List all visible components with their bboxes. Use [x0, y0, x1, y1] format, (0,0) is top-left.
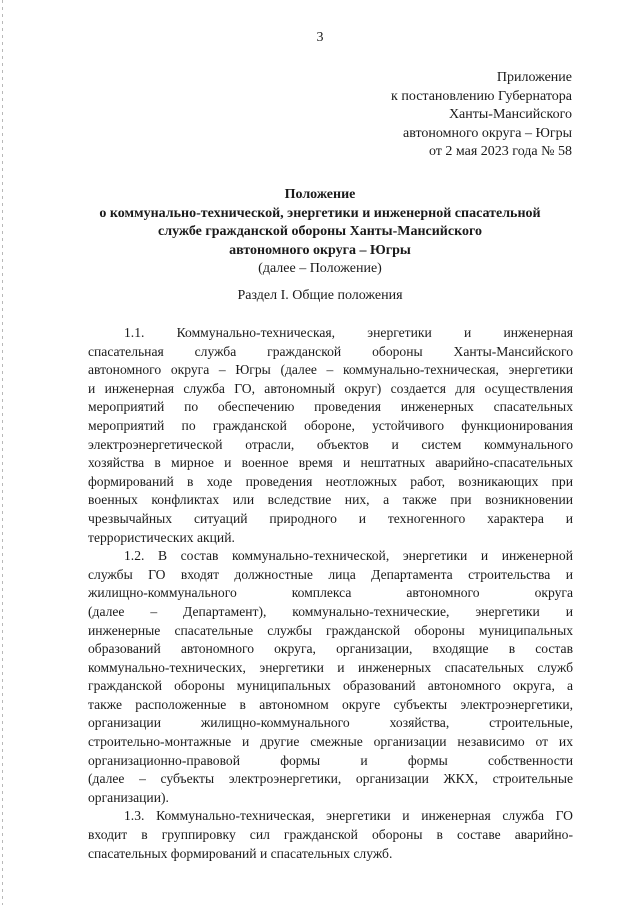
paragraph-line: входит в группировку сил гражданской обороны в составе аварийно-: [88, 827, 573, 843]
title-note: (далее – Положение): [258, 261, 382, 276]
paragraph-line: спасательная служба гражданской обороны Ханты-Мансийского: [88, 343, 573, 359]
title-line: о коммунально-технической, энергетики и инженерной спасательной: [99, 205, 541, 221]
title-line: автономного округа – Югры: [229, 242, 411, 258]
document-title: [70, 186, 570, 279]
paragraph-line: автономного округа – Югры (далее – коммунально-техническая, энергетики: [88, 362, 573, 378]
paragraph-line: военных конфликтах или вследствие них, а также при возникновении: [88, 492, 573, 508]
attachment-line: Ханты-Мансийского: [448, 107, 572, 122]
paragraph-line: коммунально-технических, энергетики и инженерных спасательных служб: [88, 659, 573, 675]
paragraph-line: службы ГО входят должностные лица Департамента строительства и: [88, 566, 573, 582]
attachment-line: к постановлению Губернатора: [391, 88, 572, 104]
attachment-line: автономного округа – Югры: [403, 125, 572, 141]
paragraph-line: образований автономного округа, организации, входящие в состав: [88, 641, 573, 657]
section-title: Раздел I. Общие положения: [237, 288, 403, 303]
document-body: [88, 324, 573, 863]
attachment-line: Приложение: [496, 70, 572, 85]
paragraph-line: чрезвычайных ситуаций природного и техногенного характера и: [88, 510, 573, 526]
paragraph-line: (далее – Департамент), коммунально-технические, энергетики и: [88, 603, 573, 619]
paragraph-line: жилищно-коммунального комплекса автономного округа: [88, 585, 573, 601]
attachment-header: [391, 69, 572, 162]
paragraph-line: формирований в ходе проведения неотложных работ, возникающих при: [88, 473, 573, 489]
paragraph-line: мероприятий по обеспечению проведения инженерных спасательных: [88, 399, 573, 415]
title-line: Положение: [284, 187, 356, 202]
paragraph-line: организации жилищно-коммунального хозяйства, строительные,: [88, 715, 573, 731]
paragraph-line: организации).: [88, 789, 169, 805]
paragraph-line: также расположенные в автономном округе субъекты электроэнергетики,: [88, 696, 573, 712]
paragraph-line: мероприятий по гражданской обороне, устойчивого функционирования: [88, 417, 573, 433]
paragraph-line: строительно-монтажные и другие смежные организации независимо от их: [88, 734, 573, 750]
paragraph-line: спасательных формирований и спасательных служб.: [88, 845, 393, 861]
paragraph: [88, 324, 573, 547]
paragraph: [88, 807, 573, 863]
paragraph-line: гражданской обороны муниципальных образований автономного округа, а: [88, 678, 573, 694]
paragraph-line: 1.1. Коммунально-техническая, энергетики и инженерная: [124, 325, 573, 340]
paragraph-line: и инженерная служба ГО, автономный округ) создается для осуществления: [88, 380, 573, 396]
page-number: 3: [316, 30, 324, 45]
paragraph-line: инженерные спасательные службы гражданской обороны муниципальных: [88, 622, 573, 638]
paragraph-line: электроэнергетической отрасли, объектов и систем коммунального: [88, 436, 573, 452]
paragraph: [88, 547, 573, 807]
paragraph-line: хозяйства в мирное и военное время и нештатных аварийно-спасательных: [88, 455, 573, 471]
title-line: службе гражданской обороны Ханты-Мансийского: [158, 224, 482, 239]
paragraph-line: террористических акций.: [88, 529, 235, 545]
attachment-line: от 2 мая 2023 года № 58: [428, 144, 572, 159]
paragraph-line: (далее – субъекты электроэнергетики, организации ЖКХ, строительные: [88, 771, 573, 787]
paragraph-line: 1.3. Коммунально-техническая, энергетики и инженерная служба ГО: [124, 808, 573, 824]
scan-edge: [2, 0, 3, 905]
paragraph-line: 1.2. В состав коммунально-технической, энергетики и инженерной: [124, 548, 573, 564]
paragraph-line: организационно-правовой формы и формы собственности: [88, 752, 573, 768]
